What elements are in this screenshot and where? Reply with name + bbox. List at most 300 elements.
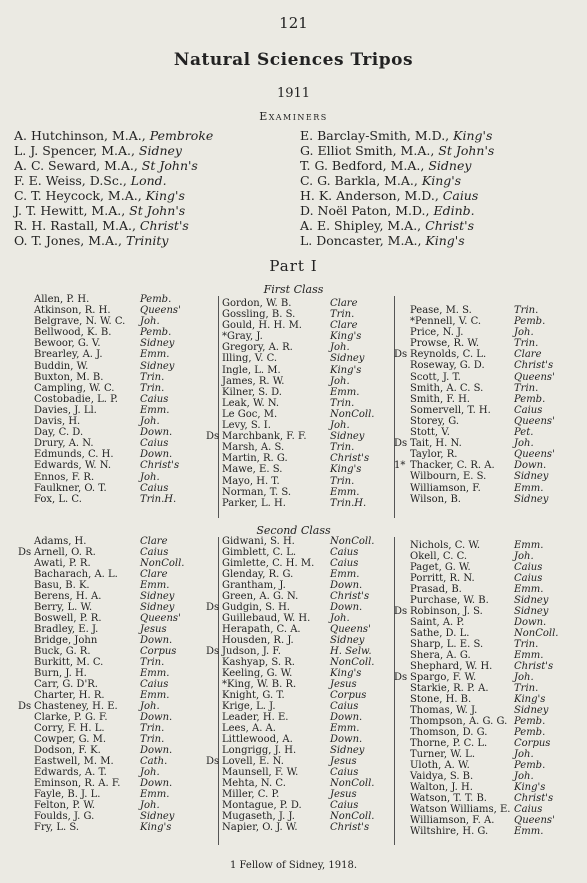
college-name: Down. xyxy=(140,778,173,789)
student-name: Kilner, S. D. xyxy=(222,386,282,398)
student-name: Fayle, B. J. L. xyxy=(34,789,101,800)
examiner-name: O. T. Jones, M.A., xyxy=(14,233,126,248)
examiner-college: Pembroke xyxy=(149,128,214,143)
college-name: Joh. xyxy=(140,800,160,811)
student-name: James, R. W. xyxy=(222,375,285,387)
college-name: Joh. xyxy=(140,416,160,428)
college-name: Jesus xyxy=(330,756,357,767)
college-name: Trin. xyxy=(140,657,165,668)
examiner-name: A. C. Seward, M.A., xyxy=(14,158,142,173)
examiner-entry xyxy=(14,143,213,158)
college-name: Emm. xyxy=(514,826,544,837)
student-name: Green, A. G. N. xyxy=(222,591,299,602)
student-name: Levy, S. I. xyxy=(222,420,271,432)
college-name: Clare xyxy=(140,536,168,547)
student-name: Brearley, A. J. xyxy=(34,349,103,361)
student-name: Bewoor, G. V. xyxy=(34,338,101,350)
student-name: Housden, R. J. xyxy=(222,635,294,646)
college-name: Sidney xyxy=(140,811,175,822)
college-name: Caius xyxy=(514,562,543,573)
college-name: Joh. xyxy=(140,316,160,328)
college-name: Sidney xyxy=(140,591,175,602)
student-name: Paget, G. W. xyxy=(410,562,471,573)
college-name: King's xyxy=(330,464,362,476)
student-name: Pease, M. S. xyxy=(410,305,472,316)
examiner-college: King's xyxy=(453,128,493,143)
examiner-name: C. G. Barkla, M.A., xyxy=(300,173,422,188)
student-name: Okell, C. C. xyxy=(410,551,468,562)
student-name: Keeling, G. W. xyxy=(222,668,293,679)
college-name: Joh. xyxy=(140,701,160,712)
college-name: King's xyxy=(330,364,362,376)
college-name: Queens' xyxy=(514,371,555,383)
examiner-entry xyxy=(300,233,494,248)
student-name: Herapath, C. A. xyxy=(222,624,301,635)
student-name: Felton, P. W. xyxy=(34,800,96,811)
college-name: Christ's xyxy=(330,822,370,833)
college-name: Trin. xyxy=(330,475,355,487)
college-name: Emm. xyxy=(330,486,360,498)
examiner-college: Trinity xyxy=(125,233,169,248)
student-name: Davies, J. Ll. xyxy=(34,404,97,416)
student-name: Wilson, B. xyxy=(410,493,461,505)
college-name: King's xyxy=(330,668,362,679)
honour-prefix: Ds xyxy=(394,606,408,617)
student-name: Guillebaud, W. H. xyxy=(222,613,311,624)
student-name: Martin, R. G. xyxy=(222,453,288,465)
examiner-college: King's xyxy=(421,173,462,188)
college-name: Queens' xyxy=(514,815,555,826)
examiner-college: St John's xyxy=(129,203,186,218)
college-name: Sidney xyxy=(140,338,175,350)
student-name: Campling, W. C. xyxy=(34,382,115,394)
college-name: Caius xyxy=(514,404,543,416)
student-name: Foulds, J. G. xyxy=(34,811,95,822)
student-name: Mawe, E. S. xyxy=(222,464,283,476)
first-class-heading: First Class xyxy=(263,283,324,296)
student-name: Edwards, A. T. xyxy=(34,767,107,778)
student-name: Sathe, D. L. xyxy=(410,628,470,639)
college-name: Trin. xyxy=(330,309,355,321)
student-name: Saint, A. P. xyxy=(410,617,465,628)
examiner-entry xyxy=(14,188,213,203)
college-name: Clare xyxy=(330,298,358,309)
college-name: Queens' xyxy=(514,449,555,461)
college-name: NonColl. xyxy=(330,811,375,822)
honour-prefix: Ds xyxy=(394,438,408,450)
student-name: *King, W. B. R. xyxy=(222,679,297,690)
college-name: Trin. xyxy=(514,382,539,394)
college-name: Queens' xyxy=(330,624,371,635)
student-name: Buddin, W. xyxy=(34,360,89,372)
college-name: Christ's xyxy=(514,360,554,372)
college-name: Joh. xyxy=(514,749,534,760)
college-name: Christ's xyxy=(330,591,370,602)
honour-prefix: Ds xyxy=(394,672,408,683)
student-name: Thomson, D. G. xyxy=(410,727,488,738)
examiner-name: D. Noël Paton, M.D., xyxy=(300,203,434,218)
college-name: Down. xyxy=(330,602,363,613)
examiner-name: E. Barclay-Smith, M.D., xyxy=(300,128,454,143)
student-name: Charter, H. R. xyxy=(34,690,105,701)
college-name: Queens' xyxy=(140,305,181,317)
examiner-name: L. J. Spencer, M.A., xyxy=(14,143,139,158)
college-name: Emm. xyxy=(140,789,170,800)
student-name: Vaidya, S. B. xyxy=(410,771,474,782)
examiner-name: R. H. Rastall, M.A., xyxy=(14,218,140,233)
college-name: Sidney xyxy=(330,353,365,365)
student-name: Mehta, N. C. xyxy=(222,778,286,789)
student-name: Dodson, F. K. xyxy=(34,745,101,756)
student-name: Turner, W. L. xyxy=(410,749,475,760)
student-name: Carr, G. D'R. xyxy=(34,679,98,690)
college-name: Trin. xyxy=(140,371,165,383)
column-rule xyxy=(218,537,219,845)
examiner-college: Christ's xyxy=(139,218,189,233)
student-name: Illing, V. C. xyxy=(222,353,278,365)
college-name: NonColl. xyxy=(140,558,185,569)
college-name: Pet. xyxy=(514,427,534,439)
student-name: Sharp, L. E. S. xyxy=(410,639,484,650)
student-name: Norman, T. S. xyxy=(222,486,292,498)
student-name: Buxton, M. B. xyxy=(34,371,104,383)
college-name: Pemb. xyxy=(140,327,172,339)
examiner-college: Caius xyxy=(442,188,479,203)
examiner-college: Sidney xyxy=(138,143,182,158)
college-name: Jesus xyxy=(140,624,167,635)
college-name: King's xyxy=(330,331,362,343)
student-name: Thomas, W. J. xyxy=(410,705,478,716)
college-name: Emm. xyxy=(514,650,544,661)
student-name: Storey, G. xyxy=(410,415,460,427)
student-name: Basu, B. K. xyxy=(34,580,90,591)
student-name: Robinson, J. S. xyxy=(410,606,483,617)
college-name: Trin. xyxy=(330,442,355,454)
page-title: Natural Sciences Tripos xyxy=(173,50,414,70)
examiner-name: C. T. Heycock, M.A., xyxy=(14,188,146,203)
student-name: Stott, V. xyxy=(410,427,450,439)
examiner-college: Lond. xyxy=(130,173,167,188)
student-name: Atkinson, R. H. xyxy=(34,305,111,317)
student-name: Shephard, W. H. xyxy=(410,661,493,672)
student-name: Thacker, C. R. A. xyxy=(410,460,495,472)
student-name: Bradley, E. J. xyxy=(34,624,99,635)
college-name: Queens' xyxy=(514,415,555,427)
examiner-college: Edinb. xyxy=(433,203,475,218)
college-name: Emm. xyxy=(140,690,170,701)
honour-prefix: 1* xyxy=(394,460,406,472)
college-name: Sidney xyxy=(330,431,365,443)
college-name: Trin. xyxy=(140,723,165,734)
examiner-college: Christ's xyxy=(425,218,475,233)
examiner-entry xyxy=(300,188,494,203)
college-name: Trin.H. xyxy=(140,493,177,505)
student-name: Marsh, A. S. xyxy=(222,442,285,454)
college-name: NonColl. xyxy=(514,628,559,639)
student-name: Longrigg, J. H. xyxy=(222,745,297,756)
student-name: Maunsell, F. W. xyxy=(222,767,299,778)
college-name: Caius xyxy=(514,804,543,815)
examiner-college: St John's xyxy=(438,143,495,158)
college-name: Clare xyxy=(140,569,168,580)
student-name: Spargo, F. W. xyxy=(410,672,477,683)
student-name: Thorne, P. C. L. xyxy=(410,738,488,749)
college-name: Caius xyxy=(140,482,169,494)
examiner-college: King's xyxy=(425,233,465,248)
examiner-name: H. K. Anderson, M.D., xyxy=(300,188,443,203)
part-title: Part I xyxy=(269,257,318,275)
student-name: *Gray, J. xyxy=(222,331,263,343)
college-name: Caius xyxy=(140,393,169,405)
student-name: Williamson, F. xyxy=(410,482,481,494)
college-name: Christ's xyxy=(514,661,554,672)
student-name: Krige, L. J. xyxy=(222,701,276,712)
examiners-left-column xyxy=(14,128,213,248)
student-name: Gidwani, S. H. xyxy=(222,536,295,547)
college-name: Queens' xyxy=(140,613,181,624)
college-name: King's xyxy=(514,694,546,705)
college-name: Caius xyxy=(330,767,359,778)
college-name: Clare xyxy=(514,349,542,361)
examiner-entry xyxy=(300,218,494,233)
college-name: Down. xyxy=(514,617,547,628)
student-name: Littlewood, A. xyxy=(222,734,293,745)
college-name: Down. xyxy=(140,449,173,461)
college-name: Corpus xyxy=(514,738,551,749)
honour-prefix: Ds xyxy=(206,756,220,767)
student-name: Boswell, P. R. xyxy=(34,613,102,624)
college-name: Caius xyxy=(330,558,359,569)
college-name: Down. xyxy=(330,580,363,591)
student-name: Adams, H. xyxy=(34,536,87,547)
student-name: Grantham, J. xyxy=(222,580,286,591)
examiner-name: F. E. Weiss, D.Sc., xyxy=(14,173,131,188)
college-name: Clare xyxy=(330,320,358,332)
college-name: Down. xyxy=(514,460,547,472)
student-name: Stone, H. B. xyxy=(410,694,472,705)
student-name: Berry, L. W. xyxy=(34,602,93,613)
college-name: Pemb. xyxy=(514,316,546,328)
honour-prefix: Ds xyxy=(206,602,220,613)
student-name: Faulkner, O. T. xyxy=(34,482,107,494)
student-name: Eastwell, M. M. xyxy=(34,756,114,767)
college-name: Joh. xyxy=(514,672,534,683)
honour-prefix: Ds xyxy=(18,701,32,712)
student-name: Knight, G. T. xyxy=(222,690,285,701)
college-name: Joh. xyxy=(514,551,534,562)
college-name: Christ's xyxy=(514,793,554,804)
column-rule xyxy=(394,537,395,845)
student-name: Corry, F. H. L. xyxy=(34,723,105,734)
examiner-entry xyxy=(14,203,213,218)
examiner-name: A. E. Shipley, M.A., xyxy=(300,218,426,233)
student-name: Clarke, P. G. F. xyxy=(34,712,108,723)
college-name: Caius xyxy=(140,679,169,690)
student-name: Smith, A. C. S. xyxy=(410,382,484,394)
student-name: Kashyap, S. R. xyxy=(222,657,295,668)
student-name: Napier, O. J. W. xyxy=(222,822,298,833)
college-name: Down. xyxy=(140,745,173,756)
page-number: 121 xyxy=(279,14,308,32)
college-name: Down. xyxy=(140,427,173,439)
college-name: Sidney xyxy=(514,471,549,483)
student-name: Marchbank, F. F. xyxy=(222,431,307,443)
college-name: Emm. xyxy=(330,723,360,734)
college-name: NonColl. xyxy=(330,778,375,789)
student-name: Tait, H. N. xyxy=(410,438,462,450)
college-name: Caius xyxy=(330,547,359,558)
college-name: Pemb. xyxy=(514,393,546,405)
college-name: Down. xyxy=(330,712,363,723)
college-name: Corpus xyxy=(330,690,367,701)
college-name: Emm. xyxy=(330,569,360,580)
student-name: Lees, A. A. xyxy=(222,723,276,734)
student-name: Glenday, R. G. xyxy=(222,569,294,580)
college-name: Joh. xyxy=(514,327,534,339)
college-name: Cath. xyxy=(140,756,168,767)
college-name: NonColl. xyxy=(330,408,375,420)
student-name: Somervell, T. H. xyxy=(410,404,491,416)
student-name: Edmunds, C. H. xyxy=(34,449,114,461)
college-name: King's xyxy=(140,822,172,833)
examiner-entry xyxy=(14,128,213,143)
college-name: Trin. xyxy=(140,382,165,394)
honour-prefix: Ds xyxy=(18,547,32,558)
student-name: Roseway, G. D. xyxy=(410,360,485,372)
college-name: Caius xyxy=(330,800,359,811)
student-name: Leader, H. E. xyxy=(222,712,289,723)
college-name: Jesus xyxy=(330,679,357,690)
examiner-entry xyxy=(300,158,494,173)
college-name: Christ's xyxy=(140,460,180,472)
college-name: NonColl. xyxy=(330,657,375,668)
student-name: Ennos, F. R. xyxy=(34,471,95,483)
student-name: Drury, A. N. xyxy=(34,438,94,450)
footnote: 1 Fellow of Sidney, 1918. xyxy=(229,860,358,871)
student-name: Le Goc, M. xyxy=(222,408,278,420)
student-name: Smith, F. H. xyxy=(410,393,470,405)
college-name: Jesus xyxy=(330,789,357,800)
student-name: Bacharach, A. L. xyxy=(34,569,118,580)
student-name: Bridge, John xyxy=(34,635,98,646)
student-name: Buck, G. R. xyxy=(34,646,91,657)
student-name: Watson, T. T. B. xyxy=(410,793,487,804)
college-name: Trin. xyxy=(514,338,539,350)
student-name: Burn, J. H. xyxy=(34,668,87,679)
college-name: Trin. xyxy=(140,734,165,745)
student-name: Gudgin, S. H. xyxy=(222,602,290,613)
college-name: Trin. xyxy=(514,683,539,694)
student-name: Arnell, O. R. xyxy=(34,547,96,558)
college-name: Emm. xyxy=(140,404,170,416)
student-name: Starkie, R. P. A. xyxy=(410,683,489,694)
student-name: Lovell, E. N. xyxy=(222,756,284,767)
college-name: Joh. xyxy=(330,613,350,624)
college-name: Pemb. xyxy=(514,716,546,727)
college-name: Emm. xyxy=(140,668,170,679)
examiner-entry xyxy=(14,173,213,188)
examiner-name: G. Elliot Smith, M.A., xyxy=(300,143,439,158)
examiner-entry xyxy=(300,203,494,218)
student-name: Judson, J. F. xyxy=(222,646,281,657)
examiner-college: Sidney xyxy=(428,158,472,173)
examiner-name: A. Hutchinson, M.A., xyxy=(14,128,150,143)
examiner-entry xyxy=(300,143,494,158)
student-name: Fry, L. S. xyxy=(34,822,80,833)
student-name: Awati, P. R. xyxy=(34,558,91,569)
student-name: Gimblett, C. L. xyxy=(222,547,297,558)
student-name: Leak, W. N. xyxy=(222,397,280,409)
college-name: H. Selw. xyxy=(330,646,372,657)
honour-prefix: Ds xyxy=(206,431,220,443)
column-rule xyxy=(394,296,395,518)
college-name: Emm. xyxy=(140,349,170,361)
college-name: Sidney xyxy=(514,606,549,617)
student-name: Wilbourn, E. S. xyxy=(410,471,487,483)
college-name: Pemb. xyxy=(514,727,546,738)
student-name: Prasad, B. xyxy=(410,584,462,595)
examiners-right-column xyxy=(300,128,494,248)
student-name: Mugaseth, J. J. xyxy=(222,811,295,822)
student-name: Cowper, G. M. xyxy=(34,734,106,745)
college-name: Down. xyxy=(140,635,173,646)
student-name: Edwards, W. N. xyxy=(34,460,112,472)
student-name: Price, N. J. xyxy=(410,327,464,339)
student-name: Eminson, R. A. F. xyxy=(34,778,121,789)
student-name: Chasteney, H. E. xyxy=(34,701,118,712)
honour-prefix: Ds xyxy=(394,349,408,361)
college-name: Emm. xyxy=(514,482,544,494)
student-name: Bellwood, K. B. xyxy=(34,327,112,339)
student-name: Uloth, A. W. xyxy=(410,760,470,771)
examiner-name: T. G. Bedford, M.A., xyxy=(300,158,429,173)
student-name: Mayo, H. T. xyxy=(222,475,280,487)
college-name: Pemb. xyxy=(140,294,172,305)
student-name: Fox, L. C. xyxy=(34,493,82,505)
college-name: Caius xyxy=(330,701,359,712)
college-name: Corpus xyxy=(140,646,177,657)
student-name: Reynolds, C. L. xyxy=(410,349,487,361)
college-name: Emm. xyxy=(514,540,544,551)
college-name: Sidney xyxy=(514,705,549,716)
college-name: Joh. xyxy=(330,342,350,354)
student-name: Prowse, R. W. xyxy=(410,338,480,350)
college-name: Trin. xyxy=(330,397,355,409)
examiner-entry xyxy=(300,128,494,143)
college-name: Caius xyxy=(514,573,543,584)
college-name: Joh. xyxy=(514,771,534,782)
college-name: Joh. xyxy=(514,438,534,450)
college-name: Trin.H. xyxy=(330,497,367,509)
student-name: Gordon, W. B. xyxy=(222,298,292,309)
college-name: Pemb. xyxy=(514,760,546,771)
student-name: Shera, A. G. xyxy=(410,650,471,661)
college-name: Joh. xyxy=(140,767,160,778)
examiners-heading: Examiners xyxy=(259,110,328,123)
student-name: Parker, L. H. xyxy=(222,497,286,509)
college-name: Trin. xyxy=(514,305,539,316)
student-name: Burkitt, M. C. xyxy=(34,657,104,668)
student-name: Wiltshire, H. G. xyxy=(410,826,489,837)
examiner-college: King's xyxy=(145,188,185,203)
college-name: Emm. xyxy=(514,584,544,595)
honour-prefix: Ds xyxy=(206,646,220,657)
college-name: Joh. xyxy=(330,375,350,387)
college-name: Trin. xyxy=(514,639,539,650)
college-name: Joh. xyxy=(140,471,160,483)
college-name: Sidney xyxy=(514,493,549,505)
college-name: Emm. xyxy=(140,580,170,591)
